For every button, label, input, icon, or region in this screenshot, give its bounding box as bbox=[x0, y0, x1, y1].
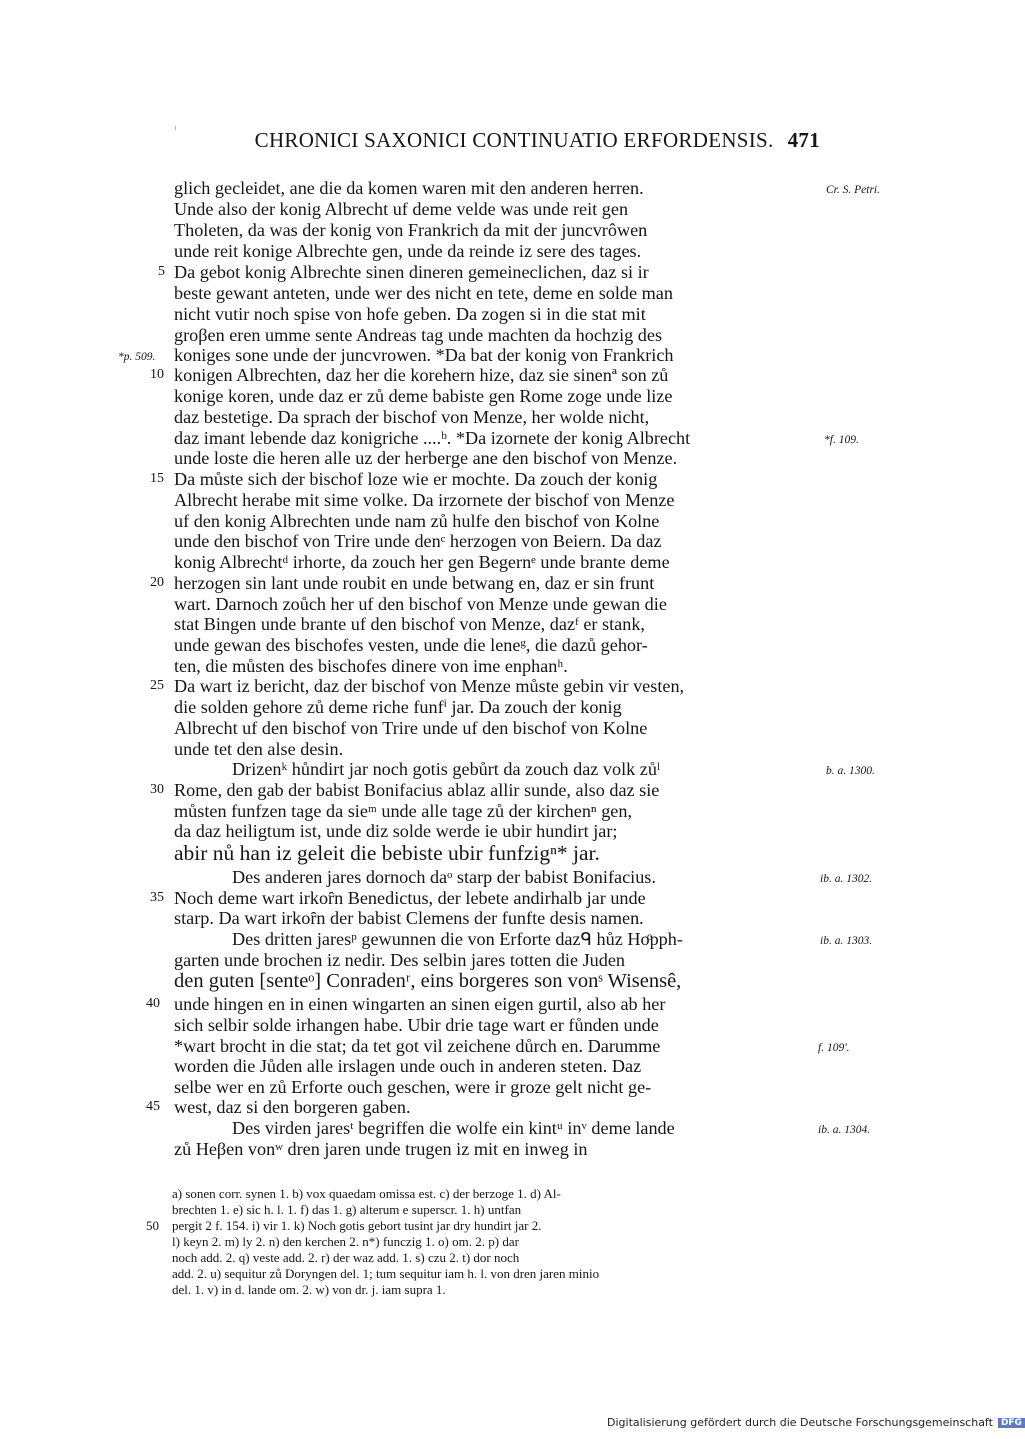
text-line: die solden gehore zů deme riche funfⁱ jar. Da zouch der konig bbox=[174, 697, 622, 717]
line-number: 35 bbox=[150, 890, 164, 905]
text-line: zů Heβen vonʷ dren jaren unde trugen iz mit en inweg in bbox=[174, 1139, 588, 1159]
running-header bbox=[0, 128, 820, 153]
line-number: 30 bbox=[150, 782, 164, 797]
text-line: Rome, den gab der babist Bonifacius ablaz allir sunde, also daz sie bbox=[174, 780, 660, 800]
text-line: unde tet den alse desin. bbox=[174, 739, 344, 759]
text-line: uf den konig Albrechten unde nam zů hulfe den bischof von Kolne bbox=[174, 511, 660, 531]
text-line: selbe wer en zů Erforte ouch geschen, were ir groze gelt nicht ge- bbox=[174, 1077, 652, 1097]
text-line: Da můste sich der bischof loze wie er mochte. Da zouch der konig bbox=[174, 469, 658, 489]
text-line: den guten [senteᵒ] Conradenʳ, eins borgeres son vonˢ Wisensê, bbox=[174, 970, 682, 992]
text-line: můsten funfzen tage da sieᵐ unde alle tage zů der kirchenⁿ gen, bbox=[174, 801, 632, 821]
text-line: ten, die můsten des bischofes dinere von ime enphanʰ. bbox=[174, 656, 568, 676]
line-number: 45 bbox=[146, 1099, 160, 1114]
footnote-line: brechten 1. e) sic h. l. 1. f) das 1. g) alterum e superscr. 1. h) untfan bbox=[172, 1202, 522, 1217]
line-number: 25 bbox=[150, 678, 164, 693]
text-line: nicht vutir noch spise von hofe geben. Da zogen si in die stat mit bbox=[174, 304, 646, 324]
line-number: 5 bbox=[158, 264, 165, 279]
text-line: unde gewan des bischofes vesten, unde die leneᵍ, die dazů gehor- bbox=[174, 635, 648, 655]
text-line: Tholeten, da was der konig von Frankrich da mit der juncvrôwen bbox=[174, 220, 648, 240]
footnote-line: noch add. 2. q) veste add. 2. r) der waz add. 1. s) czu 2. t) dor noch bbox=[172, 1250, 520, 1265]
text-line: koniges sone unde der juncvrowen. *Da bat der konig von Frankrich bbox=[174, 345, 674, 365]
text-line: glich gecleidet, ane die da komen waren mit den anderen herren. bbox=[174, 178, 644, 198]
text-line: konigen Albrechten, daz her die korehern hize, daz sie sinenª son zů bbox=[174, 365, 669, 385]
text-line: abir nů han iz geleit die bebiste ubir funfzigⁿ* jar. bbox=[174, 841, 600, 865]
dfg-logo: DFG bbox=[998, 1418, 1025, 1428]
text-line: starp. Da wart irkoȓn der babist Clemens der funfte desis namen. bbox=[174, 908, 644, 928]
text-line: unde den bischof von Trire unde denᶜ herzogen von Beiern. Da daz bbox=[174, 531, 662, 551]
text-line: worden die Jůden alle irslagen unde ouch in anderen steten. Daz bbox=[174, 1056, 642, 1076]
text-line: Noch deme wart irkoȓn Benedictus, der lebete andirhalb jar unde bbox=[174, 888, 646, 908]
text-line: *wart brocht in die stat; da tet got vil zeichene důrch en. Darumme bbox=[174, 1036, 661, 1056]
text-line: Albrecht uf den bischof von Trire unde uf den bischof von Kolne bbox=[174, 718, 648, 738]
text-line: unde reit konige Albrechte gen, unde da reinde iz sere des tages. bbox=[174, 241, 642, 261]
header-title: CHRONICI SAXONICI CONTINUATIO ERFORDENSIS. bbox=[254, 128, 774, 152]
text-line: herzogen sin lant unde roubit en unde betwang en, daz er sin frunt bbox=[174, 573, 655, 593]
text-line: Da wart iz bericht, daz der bischof von Menze můste gebin vir vesten, bbox=[174, 676, 685, 696]
margin-note: ib. a. 1303. bbox=[820, 935, 873, 947]
line-number: 15 bbox=[150, 471, 164, 486]
text-line: unde loste die heren alle uz der herberge ane den bischof von Menze. bbox=[174, 448, 678, 468]
text-line: konig Albrechtᵈ irhorte, da zouch her gen Begernᵉ unde brante deme bbox=[174, 552, 670, 572]
text-line: west, daz si den borgeren gaben. bbox=[174, 1097, 411, 1117]
footnote-line: l) keyn 2. m) ly 2. n) den kerchen 2. n*) funczig 1. o) om. 2. p) dar bbox=[172, 1234, 519, 1249]
footnote-line: add. 2. u) sequitur zů Doryngen del. 1; tum sequitur iam h. l. von dren jaren minio bbox=[172, 1266, 600, 1281]
line-number: 10 bbox=[150, 367, 164, 382]
text-line: unde hingen en in einen wingarten an sinen eigen gurtil, also ab her bbox=[174, 994, 666, 1014]
footnote-line: a) sonen corr. synen 1. b) vox quaedam omissa est. c) der berzoge 1. d) Al- bbox=[172, 1186, 561, 1201]
line-number: 50 bbox=[146, 1218, 159, 1233]
page-number: 471 bbox=[787, 128, 820, 152]
text-line: beste gewant anteten, unde wer des nicht en tete, deme en solde man bbox=[174, 283, 673, 303]
margin-note: b. a. 1300. bbox=[826, 765, 875, 777]
credit-text: Digitalisierung gefördert durch die Deutsche Forschungsgemeinschaft bbox=[607, 1416, 993, 1429]
text-line: Des virden jaresᵗ begriffen die wolfe ein kintᵘ inᵛ deme lande bbox=[232, 1118, 675, 1138]
text-line: groβen eren umme sente Andreas tag unde machten da hochzig des bbox=[174, 325, 663, 345]
text-line: wart. Darnoch zoůch her uf den bischof von Menze unde gewan die bbox=[174, 594, 667, 614]
text-line: konige koren, unde daz er zů deme babiste gen Rome zoge unde lize bbox=[174, 386, 673, 406]
margin-note: f. 109'. bbox=[818, 1042, 850, 1054]
text-line: garten unde brochen iz nedir. Des selbin jares totten die Juden bbox=[174, 950, 626, 970]
text-line: daz imant lebende daz konigriche ....ᵇ. *Da izornete der konig Albrecht bbox=[174, 428, 691, 448]
text-line: da daz heiligtum ist, unde diz solde werde ie ubir hundirt jar; bbox=[174, 821, 618, 841]
text-line: sich selbir solde irhangen habe. Ubir drie tage wart er fůnden unde bbox=[174, 1015, 659, 1035]
margin-note: *f. 109. bbox=[824, 434, 859, 446]
text-line: Des anderen jares dornoch daᵒ starp der babist Bonifacius. bbox=[232, 867, 656, 887]
text-line: daz bestetige. Da sprach der bischof von Menze, her wolde nicht, bbox=[174, 407, 650, 427]
text-line: Unde also der konig Albrecht uf deme velde was unde reit gen bbox=[174, 199, 629, 219]
line-number: 40 bbox=[146, 996, 160, 1011]
footnote-line: del. 1. v) in d. lande om. 2. w) von dr. j. iam supra 1. bbox=[172, 1282, 446, 1297]
text-line: Des dritten jaresᵖ gewunnen die von Erforte dazᑫ hůz Hoͦpph- bbox=[232, 929, 683, 949]
margin-note: *p. 509. bbox=[118, 351, 156, 363]
margin-note: ib. a. 1304. bbox=[818, 1124, 871, 1136]
margin-note: ib. a. 1302. bbox=[820, 873, 873, 885]
margin-note: Cr. S. Petri. bbox=[826, 184, 880, 196]
text-line: Albrecht herabe mit sime volke. Da irzornete der bischof von Menze bbox=[174, 490, 675, 510]
footnote-line: pergit 2 f. 154. i) vir 1. k) Noch gotis gebort tusint jar dry hundirt jar 2. bbox=[172, 1218, 542, 1233]
text-line: Drizenᵏ hůndirt jar noch gotis gebůrt da zouch daz volk zůˡ bbox=[232, 759, 660, 779]
line-number: 20 bbox=[150, 575, 164, 590]
text-line: Da gebot konig Albrechte sinen dineren gemeineclichen, daz si ir bbox=[174, 262, 649, 282]
text-line: stat Bingen unde brante uf den bischof von Menze, dazᶠ er stank, bbox=[174, 614, 645, 634]
digitization-credit bbox=[607, 1416, 1025, 1429]
